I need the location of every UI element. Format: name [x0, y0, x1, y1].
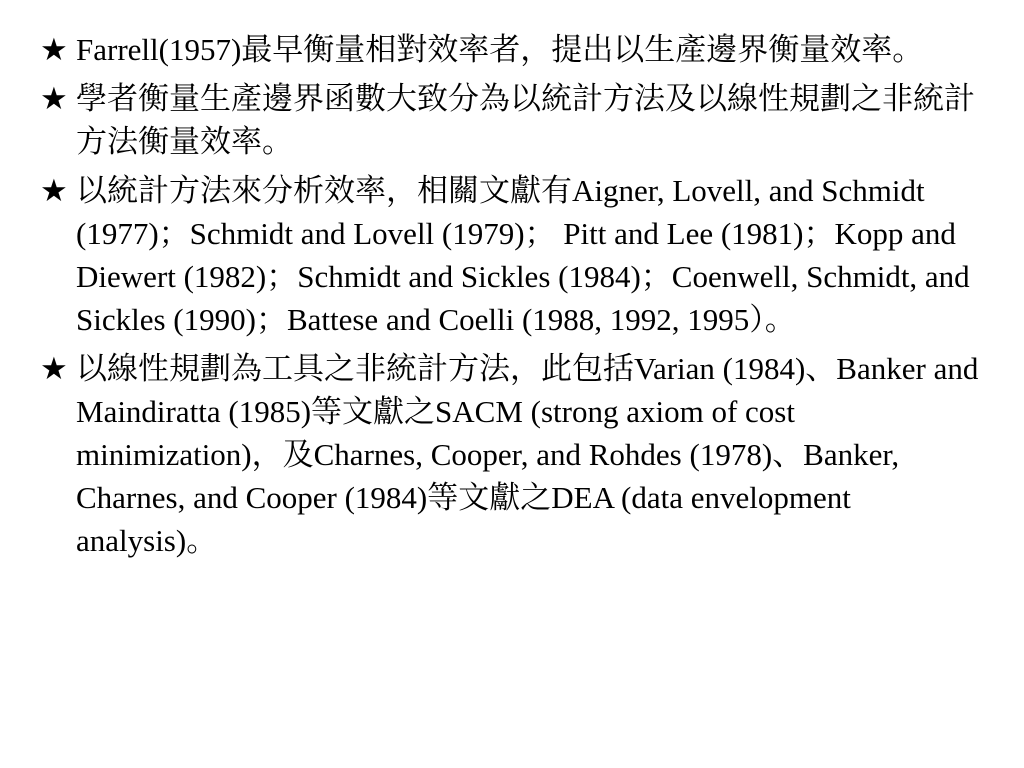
bullet-item-nonstatistical-literature: [40, 347, 990, 562]
bullet-item-farrell: [40, 28, 990, 71]
star-bullet-icon: ★: [40, 173, 68, 208]
bullet-item-statistical-literature: [40, 169, 990, 341]
bullet-item-methods: [40, 77, 990, 163]
bullet-list: [40, 28, 990, 568]
bullet-text: 學者衡量生產邊界函數大致分為以統計方法及以線性規劃之非統計方法衡量效率。: [76, 81, 975, 159]
bullet-text: 以線性規劃為工具之非統計方法，此包括Varian (1984)、Banker and Maindiratta (1985)等文獻之SACM (strong axiom of cost minimization)，及Charnes, Cooper, and Rohdes (1978)、Banker, Charnes, and Cooper (1984)等文獻之DEA (data envelopment analysis)。: [76, 351, 979, 558]
bullet-text: Farrell(1957)最早衡量相對效率者，提出以生產邊界衡量效率。: [76, 32, 924, 67]
star-bullet-icon: ★: [40, 351, 68, 386]
star-bullet-icon: ★: [40, 81, 68, 116]
bullet-text: 以統計方法來分析效率，相關文獻有Aigner, Lovell, and Schmidt (1977)；Schmidt and Lovell (1979)； Pitt and Lee (1981)；Kopp and Diewert (1982)；Schmidt and Sickles (1984)；Coenwell, Schmidt, and Sickles (1990)；Battese and Coelli (1988, 1992, 1995）。: [76, 173, 970, 337]
star-bullet-icon: ★: [40, 32, 68, 67]
